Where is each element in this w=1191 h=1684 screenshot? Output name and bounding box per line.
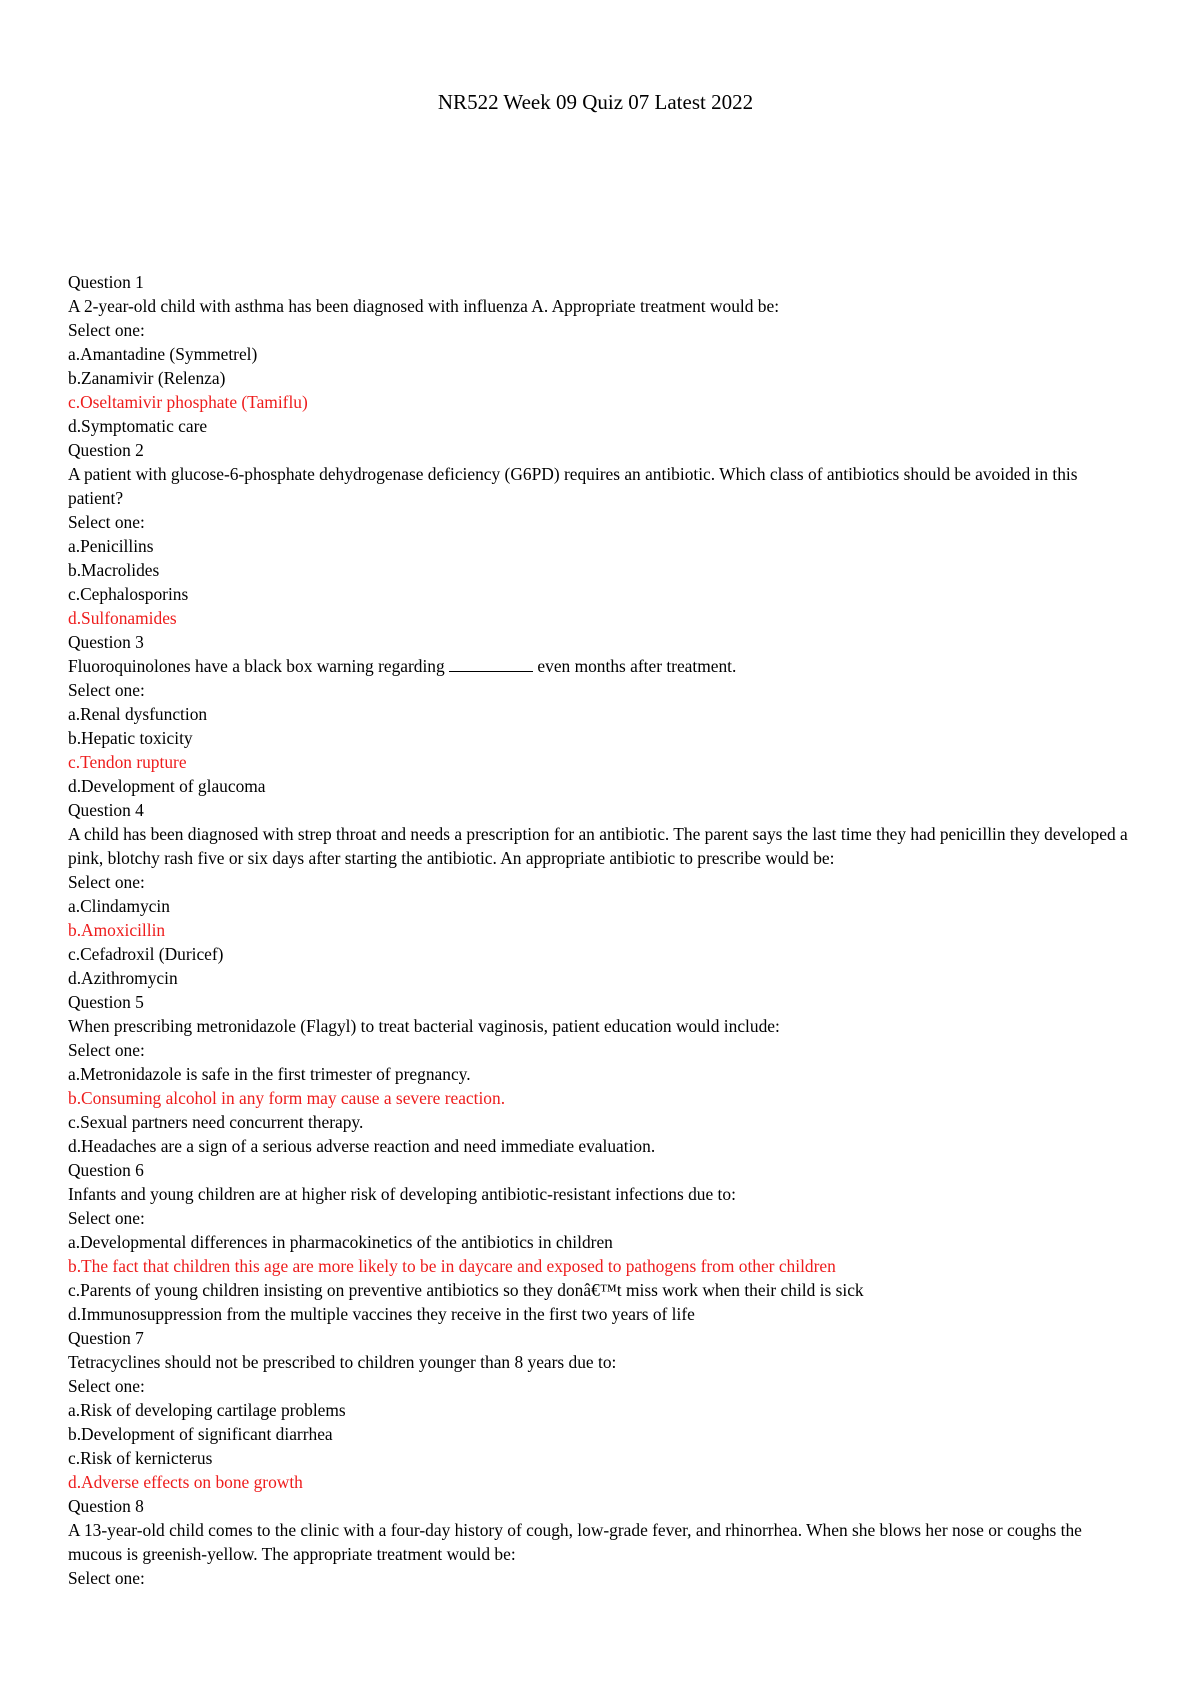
answer-option: d.Development of glaucoma xyxy=(68,776,266,796)
select-instruction: Select one: xyxy=(68,872,145,892)
question-stem: A 2-year-old child with asthma has been diagnosed with influenza A. Appropriate treatment would be: xyxy=(68,296,780,316)
select-instruction: Select one: xyxy=(68,1568,145,1588)
select-instruction: Select one: xyxy=(68,1376,145,1396)
select-instruction: Select one: xyxy=(68,1208,145,1228)
question-number: Question 1 xyxy=(68,272,144,292)
answer-option: c.Parents of young children insisting on preventive antibiotics so they donâ€™t miss work when their child is sick xyxy=(68,1280,864,1300)
answer-option-correct: c.Tendon rupture xyxy=(68,752,187,772)
question-stem-before: Fluoroquinolones have a black box warning regarding xyxy=(68,656,450,676)
answer-option: b.Hepatic toxicity xyxy=(68,728,193,748)
answer-option: b.Zanamivir (Relenza) xyxy=(68,368,226,388)
question-stem: A patient with glucose-6-phosphate dehydrogenase deficiency (G6PD) requires an antibiotic. Which class of antibiotics should be avoided in this patient? xyxy=(68,464,1078,508)
document-title: NR522 Week 09 Quiz 07 Latest 2022 xyxy=(437,90,754,114)
answer-option: b.Macrolides xyxy=(68,560,160,580)
question-stem: Tetracyclines should not be prescribed to children younger than 8 years due to: xyxy=(68,1352,617,1372)
select-instruction: Select one: xyxy=(68,1040,145,1060)
answer-option: a.Risk of developing cartilage problems xyxy=(68,1400,346,1420)
answer-option: a.Metronidazole is safe in the first trimester of pregnancy. xyxy=(68,1064,471,1084)
answer-option: d.Headaches are a sign of a serious adverse reaction and need immediate evaluation. xyxy=(68,1136,656,1156)
answer-option: c.Cephalosporins xyxy=(68,584,189,604)
answer-option-correct: d.Sulfonamides xyxy=(68,608,177,628)
answer-option: c.Risk of kernicterus xyxy=(68,1448,213,1468)
answer-option: a.Penicillins xyxy=(68,536,154,556)
answer-option-correct: b.Consuming alcohol in any form may cause a severe reaction. xyxy=(68,1088,506,1108)
answer-option: b.Development of significant diarrhea xyxy=(68,1424,333,1444)
answer-option-correct: d.Adverse effects on bone growth xyxy=(68,1472,303,1492)
answer-option: d.Azithromycin xyxy=(68,968,178,988)
answer-option: a.Renal dysfunction xyxy=(68,704,208,724)
select-instruction: Select one: xyxy=(68,512,145,532)
select-instruction: Select one: xyxy=(68,320,145,340)
quiz-content xyxy=(68,270,1128,1590)
fill-in-blank xyxy=(449,657,533,672)
question-number: Question 2 xyxy=(68,440,144,460)
answer-option: d.Symptomatic care xyxy=(68,416,208,436)
question-stem: A 13-year-old child comes to the clinic with a four-day history of cough, low-grade fever, and rhinorrhea. When she blows her nose or coughs the mucous is greenish-yellow. The appropriate treatment would be: xyxy=(68,1520,1082,1564)
question-number: Question 4 xyxy=(68,800,144,820)
question-stem: A child has been diagnosed with strep throat and needs a prescription for an antibiotic. The parent says the last time they had penicillin they developed a pink, blotchy rash five or six days after starting the antibiotic. An appropriate antibiotic to prescribe would be: xyxy=(68,824,1128,868)
question-number: Question 8 xyxy=(68,1496,144,1516)
question-stem: Infants and young children are at higher risk of developing antibiotic-resistant infections due to: xyxy=(68,1184,736,1204)
answer-option-correct: b.Amoxicillin xyxy=(68,920,166,940)
question-number: Question 5 xyxy=(68,992,144,1012)
answer-option-correct: c.Oseltamivir phosphate (Tamiflu) xyxy=(68,392,308,412)
answer-option: a.Developmental differences in pharmacokinetics of the antibiotics in children xyxy=(68,1232,613,1252)
answer-option: c.Sexual partners need concurrent therapy. xyxy=(68,1112,364,1132)
answer-option: a.Amantadine (Symmetrel) xyxy=(68,344,258,364)
select-instruction: Select one: xyxy=(68,680,145,700)
question-stem: When prescribing metronidazole (Flagyl) to treat bacterial vaginosis, patient education would include: xyxy=(68,1016,780,1036)
answer-option: c.Cefadroxil (Duricef) xyxy=(68,944,224,964)
answer-option-correct: b.The fact that children this age are more likely to be in daycare and exposed to pathogens from other children xyxy=(68,1256,836,1276)
question-number: Question 6 xyxy=(68,1160,144,1180)
answer-option: a.Clindamycin xyxy=(68,896,170,916)
question-number: Question 3 xyxy=(68,632,144,652)
answer-option: d.Immunosuppression from the multiple vaccines they receive in the first two years of life xyxy=(68,1304,695,1324)
question-stem-after: even months after treatment. xyxy=(533,656,737,676)
question-number: Question 7 xyxy=(68,1328,144,1348)
question-stem xyxy=(68,654,1128,678)
